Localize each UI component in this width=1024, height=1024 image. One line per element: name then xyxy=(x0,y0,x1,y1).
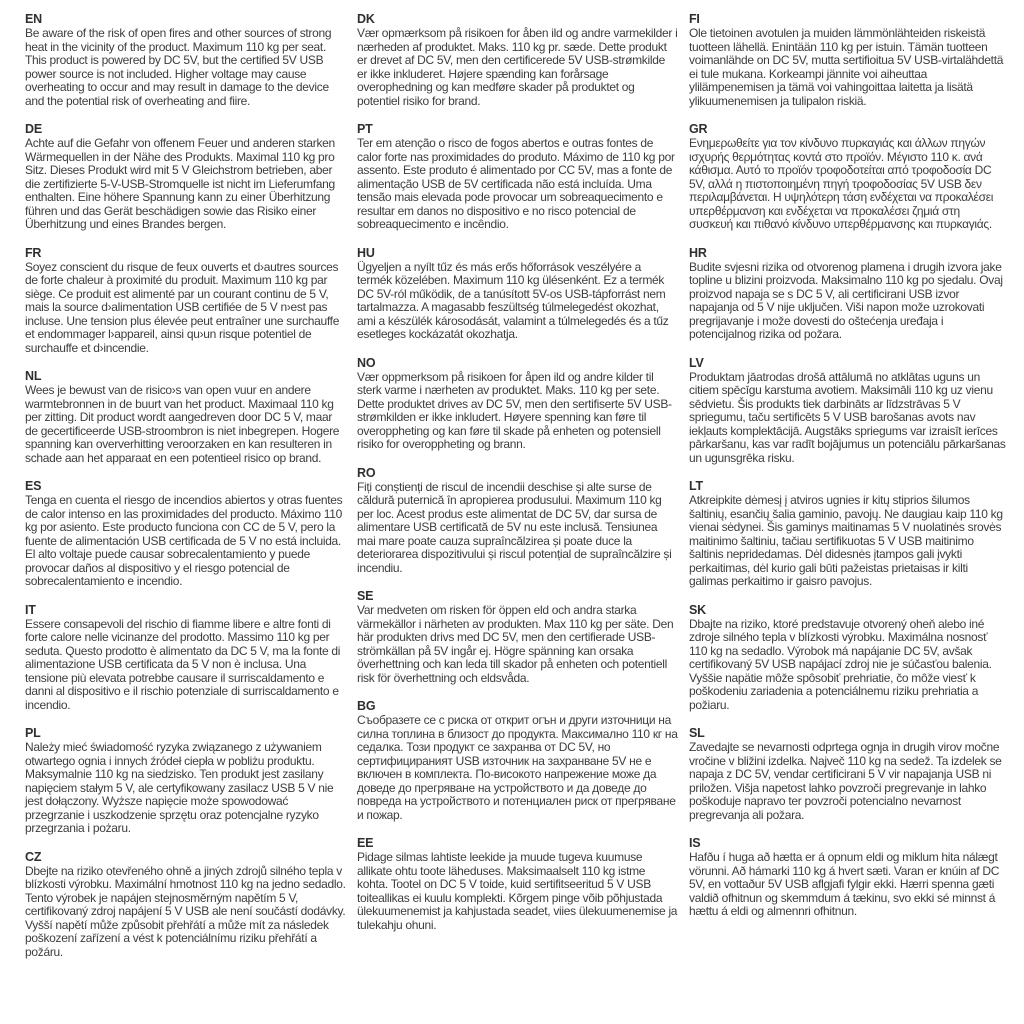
section-sl xyxy=(689,726,1006,822)
warning-text: Essere consapevoli del rischio di fiamme libere e altre fonti di forte calore nelle vicinanze del prodotto. Massimo 110 kg per seduta. Questo prodotto è alimentato da DC 5 V, ma la fonte di alimentazione USB certificata da 5 V non è inclusa. Una tensione più elevata potrebbe causare il surriscaldamento e danni al dispositivo e il rischio potenziale di surriscaldamento e incendio. xyxy=(25,616,341,712)
warning-text: Tenga en cuenta el riesgo de incendios abiertos y otras fuentes de calor intenso en las proximidades del producto. Máximo 110 kg por asiento. Este producto funciona con CC de 5 V, pero la fuente de alimentación USB certificada de 5 V no está incluida. El alto voltaje puede causar sobrecalentamiento y puede provocar daños al dispositivo y el riesgo potencial de sobrecalentamiento e incendio. xyxy=(25,493,343,588)
language-code: LV xyxy=(689,355,704,370)
section-ro xyxy=(357,466,678,576)
warning-text: Budite svjesni rizika od otvorenog plamena i drugih izvora jake topline u blizini proizvoda. Maksimalno 110 kg po sjedalu. Ovaj proizvod napaja se s DC 5 V, ali certificirani USB izvor napajanja od 5 V nije uključen. Viši napon može uzrokovati pregrijavanje i može dovesti do oštećenja uređaja i potencijalnog rizika od požara. xyxy=(689,259,1003,341)
language-code: SL xyxy=(689,726,705,740)
section-sk xyxy=(689,603,1006,713)
section-it xyxy=(25,603,346,713)
language-code: NL xyxy=(25,369,42,383)
warning-text: Hafðu í huga að hætta er á opnum eldi og miklum hita nálægt vörunni. Að hámarki 110 kg á hvert sæti. Varan er knúin af DC 5V, en vottaður 5V USB aflgjafi fylgir ekki. Hærri spenna gæti valdið ofhitnun og skemmdum á tækinu, svo ekki sé minnst á hættu á eldi og almennri ofhitnun. xyxy=(689,850,1000,918)
warning-text: Vær oppmerksom på risikoen for åpen ild og andre kilder til sterk varme i nærheten av produktet. Maks. 110 kg per sete. Dette produktet drives av DC 5V, men den sertifiserte 5V USB-strømkilden er ikke inkludert. Høyere spenning kan føre til overoppheting og kan føre til skade på enheten og potensiell risiko for overoppheting og brann. xyxy=(357,369,672,451)
section-pl xyxy=(25,726,346,836)
section-de xyxy=(25,122,346,232)
language-code: HU xyxy=(357,245,375,260)
warning-text: Be aware of the risk of open fires and other sources of strong heat in the vicinity of the product. Maximum 110 kg per seat. This product is powered by DC 5V, but the certified 5V USB power source is not included. Higher voltage may cause overheating to occur and may result in damage to the device and the potential risk of overheating and fiire. xyxy=(25,26,332,108)
language-code: FI xyxy=(689,12,700,26)
section-en xyxy=(25,12,346,108)
language-code: PL xyxy=(25,726,41,740)
column-1 xyxy=(25,12,346,1024)
language-code: ES xyxy=(25,479,42,493)
column-2 xyxy=(357,12,678,1024)
section-is xyxy=(689,836,1006,919)
warning-text: Zavedajte se nevarnosti odprtega ognja in drugih virov močne vročine v bližini izdelka. Največ 110 kg na sedež. Ta izdelek se napaja z DC 5V, vendar certificirani 5 V vir napajanja USB ni priložen. Višja napetost lahko povzroči pregrevanje in lahko poškoduje napravo ter povzroči potencialno nevarnost pregrevanja ali požara. xyxy=(689,740,1002,822)
section-pt xyxy=(357,122,678,232)
language-code: DE xyxy=(25,122,42,136)
language-code: IT xyxy=(25,602,36,617)
language-code: LT xyxy=(689,479,703,493)
warning-text: Fiți conștienți de riscul de incendii deschise și alte surse de căldură puternică în apropierea produsului. Maximum 110 kg per loc. Acest produs este alimentat de DC 5V, dar sursa de alimentare USB certificată de 5V nu este inclusă. Tensiunea mai mare poate cauza supraîncălzirea și poate duce la deteriorarea dispozitivului și riscul potențial de supraîncălzire și incendiu. xyxy=(357,479,672,575)
warning-text: Atkreipkite dėmesį į atviros ugnies ir kitų stiprios šilumos šaltinių, esančių šalia gaminio, pavojų. Ne daugiau kaip 110 kg vienai sėdynei. Šis gaminys maitinamas 5 V nuolatinės srovės maitinimo šaltiniu, tačiau sertifikuotas 5 V USB maitinimo šaltinis nepridedamas. Dėl didesnės įtampos gali įvykti perkaitimas, dėl kurio gali būti pažeistas prietaisas ir kilti galimas perkaitimo ir gaisro pavojus. xyxy=(689,493,1003,588)
language-code: DK xyxy=(357,12,375,26)
warning-text: Ügyeljen a nyílt tűz és más erős hőforrások veszélyére a termék közelében. Maximum 110 kg ülésenként. Ez a termék DC 5V-ról működik, de a tanúsított 5V-os USB-tápforrást nem tartalmazza. A magasabb feszültség túlmelegedést okozhat, ami a készülék károsodását, valamint a túlmelegedés és a tűz esetleges kockázatát okozhatja. xyxy=(357,259,669,341)
warning-text: Var medveten om risken för öppen eld och andra starka värmekällor i närheten av produkten. Max 110 kg per säte. Den här produkten drivs med DC 5V, men den certifierade USB-strömkällan på 5V ingår ej. Högre spänning kan orsaka överhettning och kan leda till skador på enheten och potentiell risk för överhettning och eldsvåda. xyxy=(357,603,674,685)
language-code: IS xyxy=(689,836,701,850)
section-hr xyxy=(689,246,1006,342)
column-3 xyxy=(689,12,1006,1024)
warning-text: Achte auf die Gefahr von offenem Feuer und anderen starken Wärmequellen in der Nähe des Produkts. Maximal 110 kg pro Sitz. Dieses Produkt wird mit 5 V Gleichstrom betrieben, aber die zertifizierte 5-V-USB-Stromquelle ist nicht im Lieferumfang enthalten. Eine höhere Spannung kann zu einer Überhitzung führen und das Gerät beschädigen sowie das Risiko einer Überhitzung und eines Brandes bergen. xyxy=(25,136,335,231)
language-code: SK xyxy=(689,602,706,617)
warning-text: Ter em atenção o risco de fogos abertos e outras fontes de calor forte nas proximidades do produto. Máximo de 110 kg por assento. Este produto é alimentado por CC 5V, mas a fonte de alimentação USB de 5V certificada não está incluída. Uma tensão mais elevada pode provocar um sobreaquecimento e resultar em danos no dispositivo e no risco potencial de sobreaquecimento e incêndio. xyxy=(357,136,675,231)
language-code: SE xyxy=(357,589,374,603)
warning-text: Dbajte na riziko, ktoré predstavuje otvorený oheň alebo iné zdroje silného tepla v blízkosti výrobku. Maximálna nosnosť 110 kg na sedadlo. Výrobok má napájanie DC 5V, avšak certifikovaný 5V USB napájací zdroj nie je súčasťou balenia. Vyššie napätie môže spôsobiť prehriatie, čo môže viesť k poškodeniu zariadenia a potenciálnemu riziku prehriatia a požiaru. xyxy=(689,616,992,712)
language-code: RO xyxy=(357,465,376,480)
warning-text: Produktam jāatrodas drošā attālumā no atklātas uguns un citiem spēcīgu karstuma avotiem. Maksimāli 110 kg uz vienu sēdvietu. Šis produkts tiek darbināts ar līdzstrāvas 5 V spriegumu, taču sertificēts 5 V USB barošanas avots nav iekļauts komplektācijā. Augstāks spriegums var izraisīt ierīces pārkaršanu, kas var radīt bojājumus un potenciālu pārkaršanas un ugunsgrēka risku. xyxy=(689,369,1006,465)
language-code: CZ xyxy=(25,849,42,864)
section-dk xyxy=(357,12,678,108)
language-code: HR xyxy=(689,245,707,260)
warning-text: Wees je bewust van de risico›s van open vuur en andere warmtebronnen in de buurt van het product. Maximaal 110 kg per zitting. Dit product wordt aangedreven door DC 5 V, maar de gecertificeerde USB-stroombron is niet inbegrepen. Hogere spanning kan oververhitting veroorzaken en kan resulteren in schade aan het apparaat en een potentieel risico op brand. xyxy=(25,383,340,465)
language-code: GR xyxy=(689,122,708,136)
section-bg xyxy=(357,699,678,822)
section-fr xyxy=(25,246,346,356)
section-no xyxy=(357,356,678,452)
language-code: EE xyxy=(357,836,374,850)
warning-text: Pidage silmas lahtiste leekide ja muude tugeva kuumuse allikate ohtu toote läheduses. Maksimaalselt 110 kg istme kohta. Tootel on DC 5 V toide, kuid sertifitseeritud 5 V USB toiteallikas ei kuulu komplekti. Kõrgem pinge võib põhjustada ülekuumenemist ja kahjustada seadet, viies ülekuumenemise ja tulekahju ohuni. xyxy=(357,850,678,932)
section-cz xyxy=(25,850,346,960)
section-se xyxy=(357,589,678,685)
section-gr xyxy=(689,122,1006,232)
section-nl xyxy=(25,369,346,465)
language-code: BG xyxy=(357,699,376,713)
warning-text: Soyez conscient du risque de feux ouverts et d›autres sources de forte chaleur à proximité du produit. Maximum 110 kg par siège. Ce produit est alimenté par un courant continu de 5 V, mais la source d›alimentation USB certifiée de 5 V n›est pas incluse. Une tension plus élevée peut entraîner une surchauffe et endommager l›appareil, ainsi qu›un risque potentiel de surchauffe et d›incendie. xyxy=(25,259,340,355)
warning-text: Ole tietoinen avotulen ja muiden lämmönlähteiden riskeistä tuotteen lähellä. Enintään 110 kg per istuin. Tämän tuotteen voimanlähde on DC 5V, mutta sertifioitua 5V USB-virtalähdettä ei tule mukana. Korkeampi jännite voi aiheuttaa ylilämpenemisen ja tämä voi vahingoittaa laitetta ja lisätä ylikuumenemisen ja tulipalon riskiä. xyxy=(689,26,1004,108)
language-code: PT xyxy=(357,122,373,136)
section-fi xyxy=(689,12,1006,108)
section-ee xyxy=(357,836,678,932)
language-code: FR xyxy=(25,245,42,260)
section-lt xyxy=(689,479,1006,589)
warning-text: Vær opmærksom på risikoen for åben ild og andre varmekilder i nærheden af produktet. Maks. 110 kg pr. sæde. Dette produkt er drevet af DC 5V, men den certificerede 5V USB-strømkilde er ikke inkluderet. Højere spænding kan forårsage overophedning og kan medføre skader på produktet og potentiel risiko for brand. xyxy=(357,26,678,108)
warning-text: Należy mieć świadomość ryzyka związanego z używaniem otwartego ognia i innych źródeł ciepła w pobliżu produktu. Maksymalnie 110 kg na siedzisko. Ten produkt jest zasilany napięciem stałym 5 V, ale certyfikowany zasilacz USB 5 V nie jest dołączony. Wyższe napięcie może spowodować przegrzanie i uszkodzenie sprzętu oraz potencjalne ryzyko przegrzania i pożaru. xyxy=(25,740,334,835)
language-code: NO xyxy=(357,355,376,370)
language-code: EN xyxy=(25,12,42,26)
section-lv xyxy=(689,356,1006,466)
warning-text: Ενημερωθείτε για τον κίνδυνο πυρκαγιάς και άλλων πηγών ισχυρής θερμότητας κοντά στο προϊόν. Μέγιστο 110 κ. ανά κάθισμα. Αυτό το προϊόν τροφοδοτείται από τροφοδοσία DC 5V, αλλά η πιστοποιημένη πηγή τροφοδοσίας 5V USB δεν περιλαμβάνεται. Η υψηλότερη τάση ενδέχεται να προκαλέσει υπερθέρμανση και ενδέχεται να προκαλέσει ζημιά στη συσκευή και πιθανό κίνδυνο υπερθέρμανσης και πυρκαγιάς. xyxy=(689,136,994,231)
section-hu xyxy=(357,246,678,342)
warning-text: Dbejte na riziko otevřeného ohně a jiných zdrojů silného tepla v blízkosti výrobku. Maximální hmotnost 110 kg na jedno sedadlo. Tento výrobek je napájen stejnosměrným napětím 5 V, certifikovaný zdroj napájení 5 V USB ale není součástí dodávky. Vyšší napětí může způsobit přehřátí a může mít za následek poškození zařízení a vést k potenciálnímu riziku přehřátí a požáru. xyxy=(25,863,346,959)
section-es xyxy=(25,479,346,589)
warning-text: Съобразете се с риска от открит огън и други източници на силна топлина в близост до продукта. Максимално 110 кг на седалка. Този продукт се захранва от DC 5V, но сертифицираният USB източник на захранване 5V не е включен в комплекта. По-високото напрежение може да доведе до прегряване на устройството и да доведе до повреда на устройството и потенциален риск от прегряване и пожар. xyxy=(357,713,678,822)
